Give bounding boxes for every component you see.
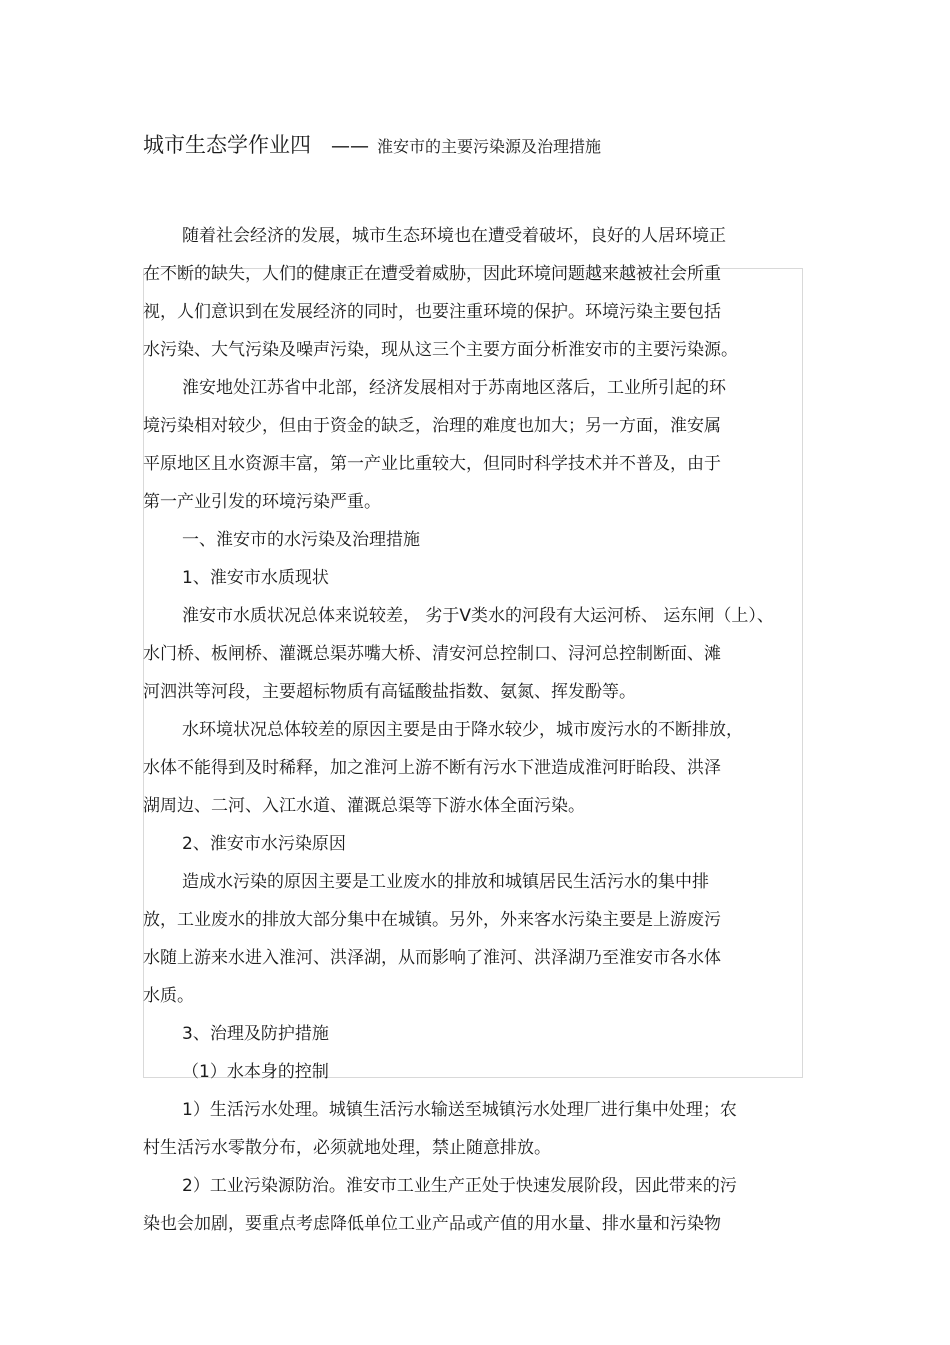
text-line: 淮安地处江苏省中北部，经济发展相对于苏南地区落后，工业所引起的环: [182, 378, 726, 398]
text-line: 水门桥、板闸桥、灌溉总渠苏嘴大桥、清安河总控制口、浔河总控制断面、滩: [143, 644, 721, 664]
item-heading: （1）水本身的控制: [182, 1062, 329, 1082]
text-line: 水污染、大气污染及噪声污染，现从这三个主要方面分析淮安市的主要污染源。: [143, 340, 738, 360]
text-line: 1）生活污水处理。城镇生活污水输送至城镇污水处理厂进行集中处理；农: [182, 1100, 737, 1120]
subsection-heading: 2、淮安市水污染原因: [182, 834, 346, 854]
document-title: [143, 130, 601, 162]
section-heading: 一、淮安市的水污染及治理措施: [182, 530, 420, 550]
text-line: 水体不能得到及时稀释，加之淮河上游不断有污水下泄造成淮河盱眙段、洪泽: [143, 758, 721, 778]
text-line: 河泗洪等河段，主要超标物质有高锰酸盐指数、氨氮、挥发酚等。: [143, 682, 636, 702]
text-line: 平原地区且水资源丰富，第一产业比重较大，但同时科学技术并不普及，由于: [143, 454, 721, 474]
title-dash: ——: [331, 135, 369, 157]
title-subtitle: 淮安市的主要污染源及治理措施: [377, 137, 602, 156]
text-line: 水环境状况总体较差的原因主要是由于降水较少，城市废污水的不断排放，: [182, 720, 743, 740]
text-line: 境污染相对较少，但由于资金的缺乏，治理的难度也加大；另一方面，淮安属: [143, 416, 721, 436]
subsection-heading: 1、淮安市水质现状: [182, 568, 329, 588]
text-line: 造成水污染的原因主要是工业废水的排放和城镇居民生活污水的集中排: [182, 872, 709, 892]
text-line: 水随上游来水进入淮河、洪泽湖，从而影响了淮河、洪泽湖乃至淮安市各水体: [143, 948, 721, 968]
text-line: 淮安市水质状况总体来说较差， 劣于Ⅴ类水的河段有大运河桥、 运东闸（上）、: [182, 606, 774, 626]
text-line: 第一产业引发的环境污染严重。: [143, 492, 381, 512]
text-line: 2）工业污染源防治。淮安市工业生产正处于快速发展阶段，因此带来的污: [182, 1176, 737, 1196]
text-line: 随着社会经济的发展，城市生态环境也在遭受着破坏，良好的人居环境正: [182, 226, 726, 246]
subsection-heading: 3、治理及防护措施: [182, 1024, 329, 1044]
text-line: 水质。: [143, 986, 194, 1006]
text-line: 放，工业废水的排放大部分集中在城镇。另外，外来客水污染主要是上游废污: [143, 910, 721, 930]
text-line: 在不断的缺失，人们的健康正在遭受着威胁，因此环境问题越来越被社会所重: [143, 264, 721, 284]
title-main: 城市生态学作业四: [143, 133, 311, 157]
text-line: 村生活污水零散分布，必须就地处理，禁止随意排放。: [143, 1138, 551, 1158]
text-line: 视，人们意识到在发展经济的同时，也要注重环境的保护。环境污染主要包括: [143, 302, 721, 322]
text-line: 染也会加剧，要重点考虑降低单位工业产品或产值的用水量、排水量和污染物: [143, 1214, 721, 1234]
text-line: 湖周边、二河、入江水道、灌溉总渠等下游水体全面污染。: [143, 796, 585, 816]
